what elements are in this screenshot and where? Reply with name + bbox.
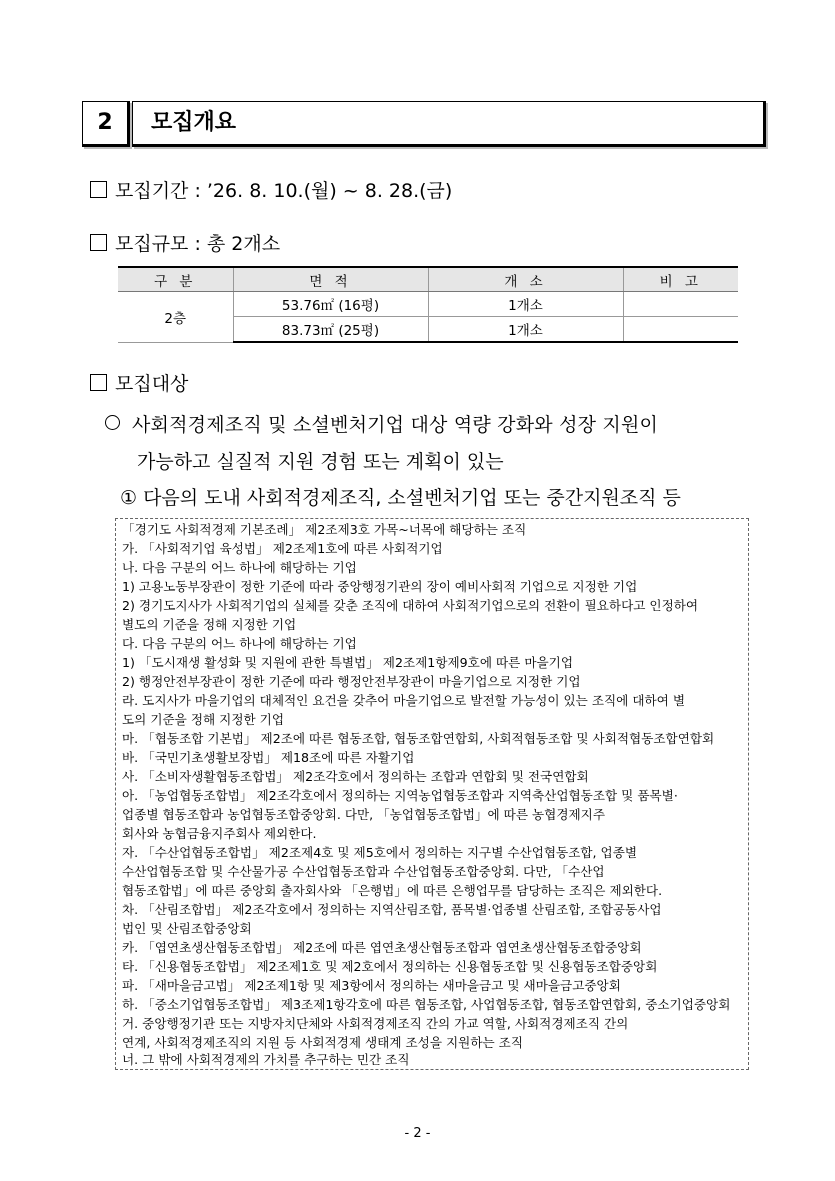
target-line [90, 369, 188, 396]
target-desc-text1: 사회적경제조직 및 소셜벤처기업 대상 역량 강화와 성장 지원이 [132, 414, 659, 436]
table-header: 면 적 [233, 267, 428, 292]
area-cell: 83.73㎡ (25평) [233, 317, 428, 343]
table-header: 비 고 [623, 267, 738, 292]
section-title-box [132, 101, 766, 147]
criteria-line: 마. 「협동조합 기본법」 제2조에 따른 협동조합, 협동조합연합회, 사회적협동조합 및 사회적협동조합연합회 [122, 731, 715, 746]
criteria-line: 너. 그 밖에 사회적경제의 가치를 추구하는 민간 조직 [122, 1052, 410, 1067]
criteria-line: 회사와 농협금융지주회사 제외한다. [122, 826, 317, 841]
criteria-line: 별도의 기준을 정해 지정한 기업 [122, 617, 297, 632]
criteria-line: 협동조합법」에 따른 중앙회 출자회사와 「은행법」에 따른 은행업무를 담당하는 조직은 제외한다. [122, 883, 663, 898]
scale-table [118, 266, 738, 343]
floor-cell: 2층 [118, 292, 233, 343]
table-header-row [118, 267, 738, 292]
criteria-line: 「경기도 사회적경제 기본조례」 제2조제3호 가목~너목에 해당하는 조직 [122, 522, 527, 537]
criteria-line: 도의 기준을 정해 지정한 기업 [122, 712, 284, 727]
criteria-line: 수산업협동조합 및 수산물가공 수산업협동조합과 수산업협동조합중앙회. 다만, 「수산업 [122, 864, 605, 879]
scale-line [90, 229, 280, 256]
circle-bullet-icon [105, 415, 120, 430]
scale-text: 모집규모 : 총 2개소 [115, 233, 281, 255]
criteria-line: 사. 「소비자생활협동조합법」 제2조각호에서 정의하는 조합과 연합회 및 전국연합회 [122, 769, 589, 784]
criteria-line: 거. 중앙행정기관 또는 지방자치단체와 사회적경제조직 간의 가교 역할, 사회적경제조직 간의 [122, 1016, 629, 1031]
square-bullet-icon [90, 234, 107, 251]
criteria-line: 1) 「도시재생 활성화 및 지원에 관한 특별법」 제2조제1항제9호에 따른 마을기업 [122, 655, 573, 670]
criteria-line: 카. 「엽연초생산협동조합법」 제2조에 따른 엽연초생산협동조합과 엽연초생산협동조합중앙회 [122, 940, 642, 955]
table-header: 개 소 [428, 267, 623, 292]
page-number: - 2 - [404, 1126, 431, 1141]
table-row [118, 292, 738, 317]
target-text: 모집대상 [115, 373, 189, 395]
area-cell: 53.76㎡ (16평) [233, 292, 428, 317]
period-line [90, 176, 452, 203]
criteria-line: 연계, 사회적경제조직의 지원 등 사회적경제 생태계 조성을 지원하는 조직 [122, 1035, 523, 1050]
criteria-line: 2) 행정안전부장관이 정한 기준에 따라 행정안전부장관이 마을기업으로 지정한 기업 [122, 674, 581, 689]
criteria-line: 법인 및 산림조합중앙회 [122, 921, 252, 936]
criteria-line: 하. 「중소기업협동조합법」 제3조제1항각호에 따른 협동조합, 사업협동조합, 협동조합연합회, 중소기업중앙회 [122, 997, 731, 1012]
count-cell: 1개소 [428, 317, 623, 343]
section-number: 2 [82, 101, 130, 147]
criteria-line: 가. 「사회적기업 육성법」 제2조제1호에 따른 사회적기업 [122, 541, 443, 556]
criteria-line: 바. 「국민기초생활보장법」 제18조에 따른 자활기업 [122, 750, 415, 765]
period-text: 모집기간 : ’26. 8. 10.(월) ~ 8. 28.(금) [115, 180, 453, 202]
note-cell [623, 317, 738, 343]
criteria-line: 라. 도지사가 마을기업의 대체적인 요건을 갖추어 마을기업으로 발전할 가능성이 있는 조직에 대하여 별 [122, 693, 685, 708]
section-header [82, 101, 765, 145]
criteria-line: 차. 「산림조합법」 제2조각호에서 정의하는 지역산림조합, 품목별·업종별 산림조합, 조합공동사업 [122, 902, 662, 917]
count-cell: 1개소 [428, 292, 623, 317]
criteria-line: 파. 「새마을금고법」 제2조제1항 및 제3항에서 정의하는 새마을금고 및 새마을금고중앙회 [122, 978, 621, 993]
criteria-line: 다. 다음 구분의 어느 하나에 해당하는 기업 [122, 636, 357, 651]
criteria-line: 1) 고용노동부장관이 정한 기준에 따라 중앙행정기관의 장이 예비사회적 기업으로 지정한 기업 [122, 579, 638, 594]
section-title: 모집개요 [151, 110, 237, 135]
target-desc-line3: ① 다음의 도내 사회적경제조직, 소셜벤처기업 또는 중간지원조직 등 [120, 487, 681, 509]
note-cell [623, 292, 738, 317]
criteria-line: 2) 경기도지사가 사회적기업의 실체를 갖춘 조직에 대하여 사회적기업으로의 전환이 필요하다고 인정하여 [122, 598, 699, 613]
target-desc-line2: 가능하고 실질적 지원 경험 또는 계획이 있는 [137, 451, 504, 473]
table-header: 구 분 [118, 267, 233, 292]
criteria-line: 업종별 협동조합과 농업협동조합중앙회. 다만, 「농업협동조합법」에 따른 농협경제지주 [122, 807, 606, 822]
criteria-line: 아. 「농업협동조합법」 제2조각호에서 정의하는 지역농업협동조합과 지역축산업협동조합 및 품목별· [122, 788, 678, 803]
criteria-line: 타. 「신용협동조합법」 제2조제1호 및 제2호에서 정의하는 신용협동조합 및 신용협동조합중앙회 [122, 959, 658, 974]
criteria-box [115, 518, 749, 1070]
criteria-line: 자. 「수산업협동조합법」 제2조제4호 및 제5호에서 정의하는 지구별 수산업협동조합, 업종별 [122, 845, 638, 860]
target-desc-line1 [105, 410, 658, 437]
square-bullet-icon [90, 181, 107, 198]
square-bullet-icon [90, 374, 107, 391]
criteria-line: 나. 다음 구분의 어느 하나에 해당하는 기업 [122, 560, 357, 575]
